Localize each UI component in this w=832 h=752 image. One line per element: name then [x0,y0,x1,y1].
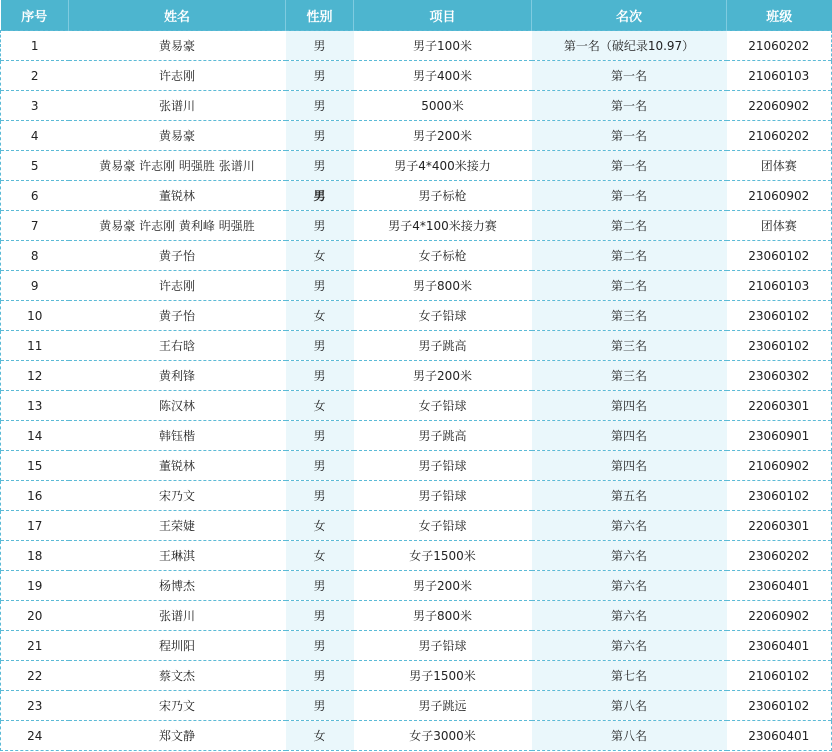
name-cell: 董锐林 [69,181,286,211]
class-cell: 21060902 [727,181,832,211]
header-name: 姓名 [69,0,286,31]
rank-cell: 第一名 [532,61,727,91]
gender-cell: 女 [286,241,354,271]
table-row [1,301,832,331]
index-cell: 14 [1,421,69,451]
gender-cell: 女 [286,391,354,421]
event-cell: 男子跳高 [354,421,532,451]
table-row [1,241,832,271]
table-row [1,631,832,661]
gender-cell: 男 [286,481,354,511]
gender-cell: 男 [286,271,354,301]
rank-cell: 第八名 [532,691,727,721]
name-cell: 杨博杰 [69,571,286,601]
rank-cell: 第六名 [532,541,727,571]
class-cell: 23060102 [727,331,832,361]
rank-cell: 第二名 [532,271,727,301]
rank-cell: 第六名 [532,601,727,631]
index-cell: 16 [1,481,69,511]
rank-cell: 第一名 [532,91,727,121]
class-cell: 23060401 [727,571,832,601]
index-cell: 1 [1,31,69,61]
rank-cell: 第三名 [532,361,727,391]
index-cell: 9 [1,271,69,301]
table-row [1,721,832,751]
rank-cell: 第一名 [532,181,727,211]
table-row [1,31,832,61]
class-cell: 23060302 [727,361,832,391]
gender-cell: 男 [286,331,354,361]
index-cell: 15 [1,451,69,481]
name-cell: 宋乃文 [69,481,286,511]
event-cell: 男子铅球 [354,481,532,511]
class-cell: 团体赛 [727,211,832,241]
gender-cell: 男 [286,121,354,151]
index-cell: 8 [1,241,69,271]
event-cell: 男子200米 [354,361,532,391]
gender-cell: 男 [286,631,354,661]
table-row [1,121,832,151]
name-cell: 程圳阳 [69,631,286,661]
name-cell: 王右晗 [69,331,286,361]
index-cell: 17 [1,511,69,541]
class-cell: 22060301 [727,391,832,421]
table-row [1,271,832,301]
event-cell: 男子标枪 [354,181,532,211]
index-cell: 11 [1,331,69,361]
event-cell: 男子800米 [354,271,532,301]
header-row [1,0,832,31]
class-cell: 22060301 [727,511,832,541]
rank-cell: 第五名 [532,481,727,511]
rank-cell: 第八名 [532,721,727,751]
name-cell: 许志刚 [69,271,286,301]
event-cell: 男子1500米 [354,661,532,691]
gender-cell: 女 [286,511,354,541]
name-cell: 韩钰楷 [69,421,286,451]
class-cell: 21060902 [727,451,832,481]
index-cell: 18 [1,541,69,571]
header-event: 项目 [354,0,532,31]
index-cell: 22 [1,661,69,691]
class-cell: 23060401 [727,631,832,661]
header-index: 序号 [1,0,69,31]
rank-cell: 第一名 [532,121,727,151]
index-cell: 12 [1,361,69,391]
index-cell: 19 [1,571,69,601]
header-rank: 名次 [532,0,727,31]
class-cell: 21060103 [727,61,832,91]
index-cell: 7 [1,211,69,241]
index-cell: 6 [1,181,69,211]
event-cell: 女子铅球 [354,511,532,541]
rank-cell: 第六名 [532,571,727,601]
index-cell: 13 [1,391,69,421]
table-row [1,451,832,481]
name-cell: 张谱川 [69,601,286,631]
gender-cell: 男 [286,361,354,391]
class-cell: 22060902 [727,601,832,631]
gender-cell: 男 [286,691,354,721]
index-cell: 10 [1,301,69,331]
gender-cell: 男 [286,571,354,601]
class-cell: 23060102 [727,241,832,271]
name-cell: 王荣婕 [69,511,286,541]
table-row [1,181,832,211]
table-row [1,481,832,511]
table-row [1,91,832,121]
class-cell: 23060102 [727,301,832,331]
event-cell: 女子1500米 [354,541,532,571]
event-cell: 女子铅球 [354,391,532,421]
rank-cell: 第四名 [532,451,727,481]
name-cell: 许志刚 [69,61,286,91]
event-cell: 5000米 [354,91,532,121]
class-cell: 21060202 [727,121,832,151]
class-cell: 团体赛 [727,151,832,181]
table-row [1,571,832,601]
rank-cell: 第三名 [532,331,727,361]
event-cell: 男子跳高 [354,331,532,361]
table-row [1,151,832,181]
gender-cell: 男 [286,61,354,91]
name-cell: 张谱川 [69,91,286,121]
rank-cell: 第三名 [532,301,727,331]
index-cell: 5 [1,151,69,181]
table-row [1,211,832,241]
name-cell: 黄子怡 [69,241,286,271]
rank-cell: 第二名 [532,241,727,271]
class-cell: 23060102 [727,691,832,721]
header-class: 班级 [727,0,832,31]
index-cell: 21 [1,631,69,661]
event-cell: 女子3000米 [354,721,532,751]
header-gender: 性别 [286,0,354,31]
name-cell: 黄易豪 许志刚 黄利峰 明强胜 [69,211,286,241]
rank-cell: 第一名 [532,151,727,181]
table-row [1,691,832,721]
table-header [1,0,832,31]
gender-cell: 男 [286,211,354,241]
name-cell: 黄易豪 许志刚 明强胜 张谱川 [69,151,286,181]
name-cell: 蔡文杰 [69,661,286,691]
rank-cell: 第七名 [532,661,727,691]
event-cell: 男子800米 [354,601,532,631]
rank-cell: 第六名 [532,631,727,661]
gender-cell: 女 [286,721,354,751]
event-cell: 男子4*100米接力赛 [354,211,532,241]
gender-cell: 男 [286,451,354,481]
table-row [1,61,832,91]
class-cell: 23060901 [727,421,832,451]
table-body [1,31,832,751]
name-cell: 郑文静 [69,721,286,751]
gender-cell: 男 [286,31,354,61]
rank-cell: 第六名 [532,511,727,541]
name-cell: 黄子怡 [69,301,286,331]
event-cell: 男子200米 [354,121,532,151]
gender-cell: 男 [286,91,354,121]
name-cell: 董锐林 [69,451,286,481]
class-cell: 21060202 [727,31,832,61]
table-row [1,421,832,451]
rank-cell: 第二名 [532,211,727,241]
table-row [1,391,832,421]
class-cell: 23060102 [727,481,832,511]
index-cell: 4 [1,121,69,151]
index-cell: 24 [1,721,69,751]
gender-cell: 男 [286,151,354,181]
gender-cell: 男 [286,601,354,631]
gender-cell: 女 [286,301,354,331]
class-cell: 21060103 [727,271,832,301]
event-cell: 男子跳远 [354,691,532,721]
index-cell: 2 [1,61,69,91]
index-cell: 20 [1,601,69,631]
table-row [1,661,832,691]
event-cell: 女子铅球 [354,301,532,331]
name-cell: 黄易豪 [69,121,286,151]
gender-cell: 男 [286,661,354,691]
gender-cell: 女 [286,541,354,571]
class-cell: 23060401 [727,721,832,751]
rank-cell: 第四名 [532,391,727,421]
class-cell: 22060902 [727,91,832,121]
table-row [1,511,832,541]
rank-cell: 第四名 [532,421,727,451]
event-cell: 男子铅球 [354,451,532,481]
name-cell: 宋乃文 [69,691,286,721]
event-cell: 男子200米 [354,571,532,601]
event-cell: 男子4*400米接力 [354,151,532,181]
table-row [1,541,832,571]
event-cell: 男子400米 [354,61,532,91]
class-cell: 21060102 [727,661,832,691]
table-row [1,601,832,631]
event-cell: 女子标枪 [354,241,532,271]
name-cell: 黄利锋 [69,361,286,391]
class-cell: 23060202 [727,541,832,571]
name-cell: 王琳淇 [69,541,286,571]
index-cell: 3 [1,91,69,121]
name-cell: 黄易豪 [69,31,286,61]
table-row [1,331,832,361]
event-cell: 男子铅球 [354,631,532,661]
rank-cell: 第一名（破纪录10.97） [532,31,727,61]
gender-cell: 男 [286,181,354,211]
gender-cell: 男 [286,421,354,451]
table-row [1,361,832,391]
event-cell: 男子100米 [354,31,532,61]
index-cell: 23 [1,691,69,721]
name-cell: 陈汉林 [69,391,286,421]
